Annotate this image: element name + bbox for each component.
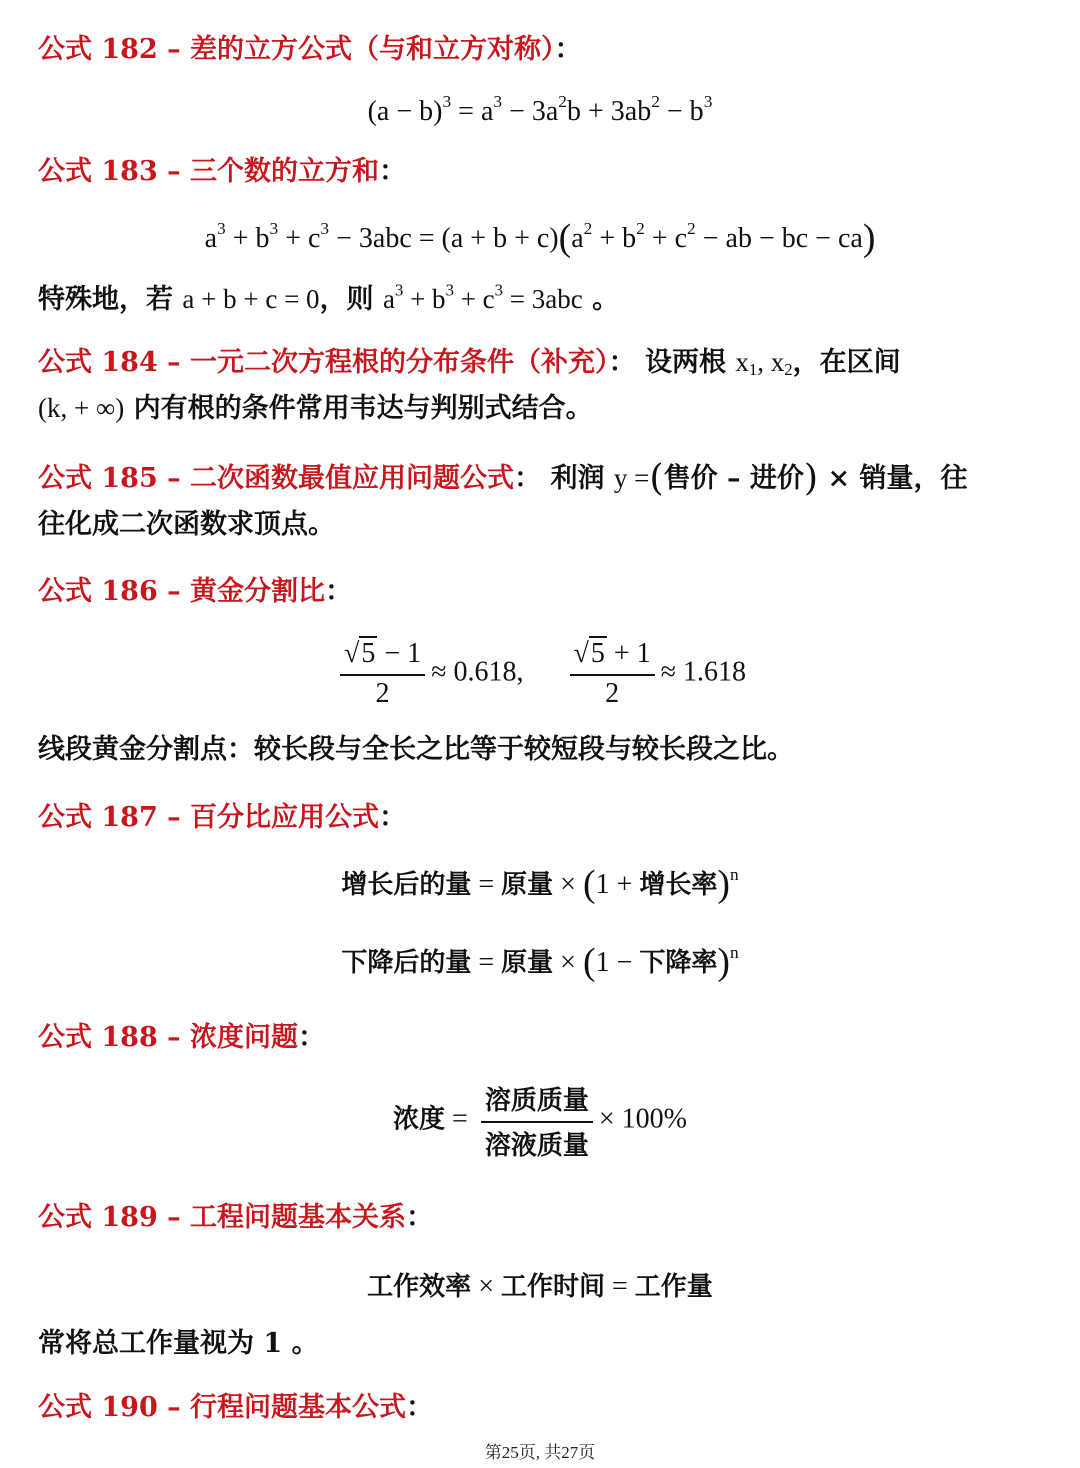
formula-183-heading: 公式 183 – 三个数的立方和： xyxy=(38,156,407,187)
formula-182-equation: $(a - b)^3 = a^3 - 3a^2b + 3ab^2 - b^3$ xyxy=(367,91,713,127)
formula-185-line2: 往化成二次函数求顶点。 xyxy=(38,509,335,540)
formula-187-equation-growth: 增长后的量 = 原量 × (1 + 增长率)$^n$ xyxy=(341,863,739,905)
formula-186-note: 线段黄金分割点：较长段与全长之比等于较短段与较长段之比。 xyxy=(38,734,794,765)
formula-187-heading: 公式 187 – 百分比应用公式： xyxy=(38,802,407,833)
formula-189-title: 公式 189 – 工程问题基本关系 xyxy=(38,1202,407,1233)
formula-189-heading: 公式 189 – 工程问题基本关系： xyxy=(38,1202,434,1233)
formula-184-title: 公式 184 – 一元二次方程根的分布条件（补充） xyxy=(38,347,609,378)
formula-190-title: 公式 190 – 行程问题基本公式 xyxy=(38,1392,407,1423)
formula-185-heading: 公式 185 – 二次函数最值应用问题公式： 利润 y =(售价 – 进价) × 销量，往 xyxy=(38,456,968,499)
formula-184-line2: (k, + ∞) 内有根的条件常用韦达与判别式结合。 xyxy=(38,393,593,424)
formula-189-note: 常将总工作量视为 1 。 xyxy=(38,1328,319,1359)
formula-183-title: 公式 183 – 三个数的立方和 xyxy=(38,156,380,187)
formula-185-title: 公式 185 – 二次函数最值应用问题公式 xyxy=(38,463,515,495)
formula-184-heading: 公式 184 – 一元二次方程根的分布条件（补充）： 设两根 $x_1$, $x_2$，在区间 xyxy=(38,347,901,380)
formula-187-equation-decline: 下降后的量 = 原量 × (1 − 下降率)$^n$ xyxy=(341,941,739,983)
formula-188-equation: 浓度 = $\frac{\text{溶质质量}}{\text{溶液质量}}$ × 100% xyxy=(0,1080,1080,1162)
formula-186-equation: $\frac{√5 - 1}{2}$ ≈ 0.618, $\frac{√5 + 1}{2}$ ≈ 1.618 xyxy=(0,638,1080,710)
formula-187-title: 公式 187 – 百分比应用公式 xyxy=(38,802,380,833)
formula-188-heading: 公式 188 – 浓度问题： xyxy=(38,1022,326,1053)
formula-183-equation: $a^3 + b^3 + c^3 - 3abc = (a + b + c)(a^2 + b^2 + c^2$ − ab − bc − ca) xyxy=(204,217,876,259)
formula-186-title: 公式 186 – 黄金分割比 xyxy=(38,576,326,607)
page-footer: 第25页, 共27页 xyxy=(484,1443,596,1462)
formula-189-equation: 工作效率 × 工作时间 = 工作量 xyxy=(367,1271,713,1302)
formula-186-heading: 公式 186 – 黄金分割比： xyxy=(38,576,353,607)
fraction-golden-small: $\frac{√5 - 1}{2}$ xyxy=(340,638,425,710)
fraction-concentration: $\frac{\text{溶质质量}}{\text{溶液质量}}$ xyxy=(481,1080,593,1162)
fraction-golden-large: $\frac{√5 + 1}{2}$ xyxy=(570,638,655,710)
formula-182-heading: 公式 182 – 差的立方公式（与和立方对称）： xyxy=(38,34,582,65)
formula-190-heading: 公式 190 – 行程问题基本公式： xyxy=(38,1392,434,1423)
formula-188-title: 公式 188 – 浓度问题 xyxy=(38,1022,299,1053)
formula-182-title: 公式 182 – 差的立方公式（与和立方对称） xyxy=(38,34,555,65)
formula-183-note: 特殊地，若 a + b + c = 0，则 $a^3 + b^3 + c^3 = 3abc$ 。 xyxy=(38,280,620,315)
